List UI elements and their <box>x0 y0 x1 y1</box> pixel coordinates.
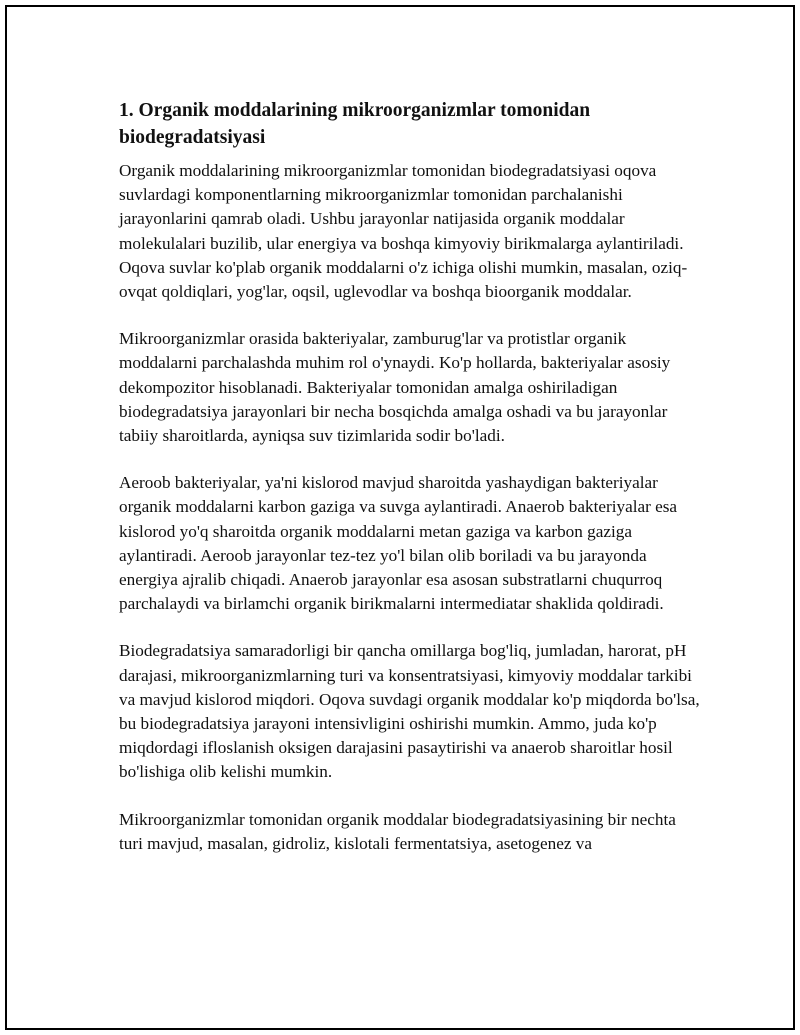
paragraph: Biodegradatsiya samaradorligi bir qancha omillarga bog'liq, jumladan, harorat, pH darajasi, mikroorganizmlarning turi va konsentratsiyasi, kimyoviy moddalar tarkibi va mavjud kislorod miqdori. Oqova suvdagi organik moddalar ko'p miqdorda bo'lsa, bu biodegradatsiya jarayoni intensivligini oshirishi mumkin. Ammo, juda ko'p miqdordagi ifloslanish oksigen darajasini pasaytirishi va anaerob sharoitlar hosil bo'lishiga olib kelishi mumkin. <box>119 641 700 782</box>
paragraph: Mikroorganizmlar tomonidan organik moddalar biodegradatsiyasining bir nechta turi mavjud, masalan, gidroliz, kislotali fermentatsiya, asetogenez va <box>119 809 676 853</box>
document-page <box>5 5 795 1030</box>
paragraph: Mikroorganizmlar orasida bakteriyalar, zamburug'lar va protistlar organik moddalarni parchalashda muhim rol o'ynaydi. Ko'p hollarda, bakteriyalar asosiy dekompozitor hisoblanadi. Bakteriyalar tomonidan amalga oshiriladigan biodegradatsiya jarayonlari bir necha bosqichda amalga oshadi va bu jarayonlar tabiiy sharoitlarda, ayniqsa suv tizimlarida sodir bo'ladi. <box>119 329 671 446</box>
paragraph: Organik moddalarining mikroorganizmlar tomonidan biodegradatsiyasi oqova suvlardagi komponentlarning mikroorganizmlar tomonidan parchalanishi jarayonlarini qamrab oladi. Ushbu jarayonlar natijasida organik moddalar molekulalari buzilib, ular energiya va boshqa kimyoviy birikmalarga aylantiriladi. Oqova suvlar ko'plab organik moddalarni o'z ichiga olishi mumkin, masalan, oziq-ovqat qoldiqlari, yog'lar, oqsil, uglevodlar va boshqa bioorganik moddalar. <box>119 161 688 302</box>
section-heading: 1. Organik moddalarining mikroorganizmlar tomonidan biodegradatsiyasi <box>119 100 591 148</box>
document-body <box>119 97 704 879</box>
paragraph: Aeroob bakteriyalar, ya'ni kislorod mavjud sharoitda yashaydigan bakteriyalar organik moddalarni karbon gaziga va suvga aylantiradi. Anaerob bakteriyalar esa kislorod yo'q sharoitda organik moddalarni metan gaziga va karbon gaziga aylantiradi. Aeroob jarayonlar tez-tez yo'l bilan olib boriladi va bu jarayonda energiya ajralib chiqadi. Anaerob jarayonlar esa asosan substratlarni chuqurroq parchalaydi va birlamchi organik birikmalarni intermediatar shaklida qoldiradi. <box>119 473 678 614</box>
